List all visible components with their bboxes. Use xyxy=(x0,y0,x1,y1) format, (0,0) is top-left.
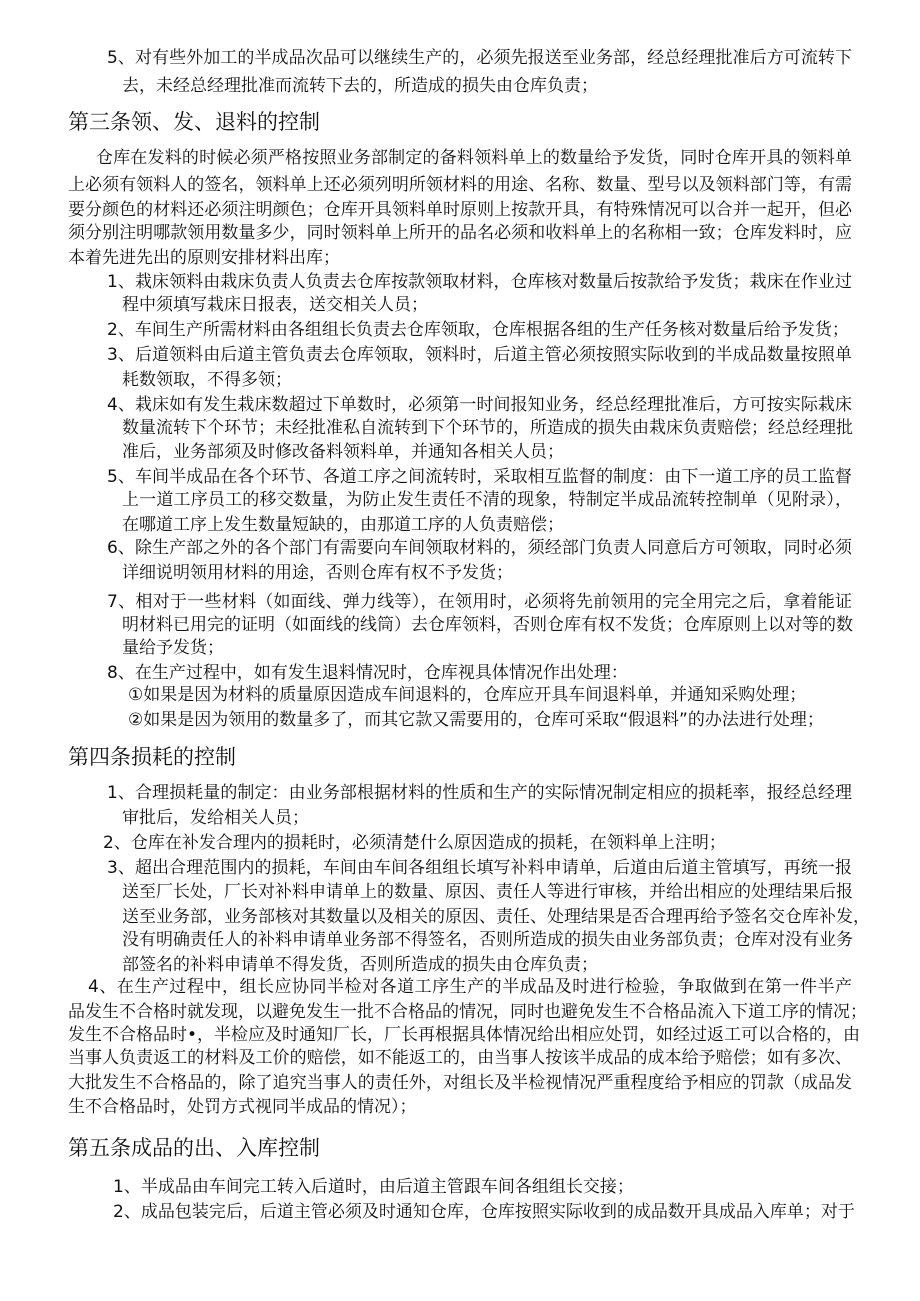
text-line: 仓库在发料的时候必须严格按照业务部制定的备料领料单上的数量给予发货，同时仓库开具的领料单 xyxy=(96,148,853,168)
text-line: 3、后道领料由后道主管负责去仓库领取，领料时，后道主管必须按照实际收到的半成品数量按照单 xyxy=(107,345,853,365)
text-line: 当事人负责返工的材料及工价的赔偿，如不能返工的，由当事人按该半成品的成本给予赔偿；如有多次、 xyxy=(68,1048,853,1068)
text-line: 须分别注明哪款领用数量多少，同时领料单上所开的品名必须和收料单上的名称相一致；仓库发料时，应 xyxy=(68,223,853,243)
text-line: 5、车间半成品在各个环节、各道工序之间流转时，采取相互监督的制度：由下一道工序的员工监督 xyxy=(107,467,853,487)
text-line: 上一道工序员工的移交数量，为防止发生责任不清的现象，特制定半成品流转控制单（见附录）， xyxy=(122,490,853,510)
text-line: 2、仓库在补发合理内的损耗时，必须清楚什么原因造成的损耗，在领料单上注明； xyxy=(103,833,726,853)
text-line: 生不合格品时，处罚方式视同半成品的情况）； xyxy=(68,1097,417,1117)
text-line: 要分颜色的材料还必须注明颜色；仓库开具领料单时原则上按款开具，有特殊情况可以合并一起开，但必 xyxy=(68,200,853,220)
text-line: 5、对有些外加工的半成品次品可以继续生产的，必须先报送至业务部，经总经理批准后方可流转下 xyxy=(107,48,853,68)
heading-text: 第五条成品的出、入库控制 xyxy=(68,1136,320,1160)
heading-text: 第四条损耗的控制 xyxy=(68,745,236,769)
heading-text: 第三条领、发、退料的控制 xyxy=(68,110,320,134)
text-line: 量给予发货； xyxy=(122,638,224,658)
text-line: 发生不合格品时•，半检应及时通知厂长，厂长再根据具体情况给出相应处罚，如经过返工可以合格的，由 xyxy=(68,1025,861,1045)
text-line: 大批发生不合格品的，除了追究当事人的责任外，对组长及半检视情况严重程度给予相应的罚款（成品发 xyxy=(68,1073,853,1093)
text-line: 审批后，发给相关人员； xyxy=(122,808,309,828)
text-line: 上必须有领料人的签名，领料单上还必须列明所领材料的用途、名称、数量、型号以及领料部门等，有需 xyxy=(68,175,853,195)
text-line: 没有明确责任人的补料申请单业务部不得签名，否则所造成的损失由业务部负责；仓库对没有业务 xyxy=(122,930,853,950)
text-line: 耗数领取，不得多领； xyxy=(122,370,292,390)
text-line: 7、相对于一些材料（如面线、弹力线等），在领用时，必须将先前领用的完全用完之后，拿着能证 xyxy=(107,592,853,612)
text-line: 去，未经总经理批准而流转下去的，所造成的损失由仓库负责； xyxy=(122,76,598,96)
text-line: 部签名的补料申请单不得发货，否则所造成的损失由仓库负责； xyxy=(122,955,598,975)
text-line: ②如果是因为领用的数量多了，而其它款又需要用的，仓库可采取“假退料”的办法进行处理； xyxy=(128,710,824,730)
text-line: 1、合理损耗量的制定：由业务部根据材料的性质和生产的实际情况制定相应的损耗率，报经总经理 xyxy=(107,783,853,803)
text-line: 品发生不合格时就发现，以避免发生一批不合格品的情况，同时也避免发生不合格品流入下道工序的情况； xyxy=(68,1002,867,1022)
text-line: 送至业务部，业务部核对其数量以及相关的原因、责任、处理结果是否合理再给予签名交仓库补发， xyxy=(122,907,870,927)
text-line: 4、在生产过程中，组长应协同半检对各道工序生产的半成品及时进行检验，争取做到在第一件半产 xyxy=(88,977,853,997)
text-line: 2、车间生产所需材料由各组组长负责去仓库领取，仓库根据各组的生产任务核对数量后给予发货； xyxy=(107,320,849,340)
text-line: 8、在生产过程中，如有发生退料情况时，仓库视具体情况作出处理： xyxy=(107,663,628,683)
text-line: 在哪道工序上发生数量短缺的，由那道工序的人负责赔偿； xyxy=(122,515,564,535)
text-line: 1、半成品由车间完工转入后道时，由后道主管跟车间各组组长交接； xyxy=(113,1177,634,1197)
text-line: 1、栽床领料由栽床负责人负责去仓库按款领取材料，仓库核对数量后按款给予发货；栽床在作业过 xyxy=(107,272,853,292)
text-line: 详细说明领用材料的用途，否则仓库有权不予发货； xyxy=(122,563,513,583)
text-line: 程中须填写栽床日报表，送交相关人员； xyxy=(122,295,428,315)
text-line: 明材料已用完的证明（如面线的线筒）去仓库领料，否则仓库有权不发货；仓库原则上以对等的数 xyxy=(122,615,853,635)
text-line: 4、栽床如有发生栽床数超过下单数时，必须第一时间报知业务，经总经理批准后，方可按实际栽床 xyxy=(107,395,853,415)
text-line: 送至厂长处，厂长对补料申请单上的数量、原因、责任人等进行审核，并给出相应的处理结果后报 xyxy=(122,882,853,902)
text-line: 6、除生产部之外的各个部门有需要向车间领取材料的，须经部门负责人同意后方可领取，同时必须 xyxy=(107,538,853,558)
text-line: 数量流转下个环节；未经批准私自流转到下个环节的，所造成的损失由栽床负责赔偿；经总经理批 xyxy=(122,418,853,438)
text-line: 本着先进先出的原则安排材料出库； xyxy=(68,248,340,268)
text-line: ①如果是因为材料的质量原因造成车间退料的，仓库应开具车间退料单，并通知采购处理； xyxy=(128,685,807,705)
text-line: 3、超出合理范围内的损耗，车间由车间各组组长填写补料申请单，后道由后道主管填写，再统一报 xyxy=(107,858,853,878)
text-line: 2、成品包装完后，后道主管必须及时通知仓库，仓库按照实际收到的成品数开具成品入库单；对于 xyxy=(113,1202,855,1222)
text-line: 准后，业务部须及时修改备料领料单，并通知各相关人员； xyxy=(122,442,564,462)
